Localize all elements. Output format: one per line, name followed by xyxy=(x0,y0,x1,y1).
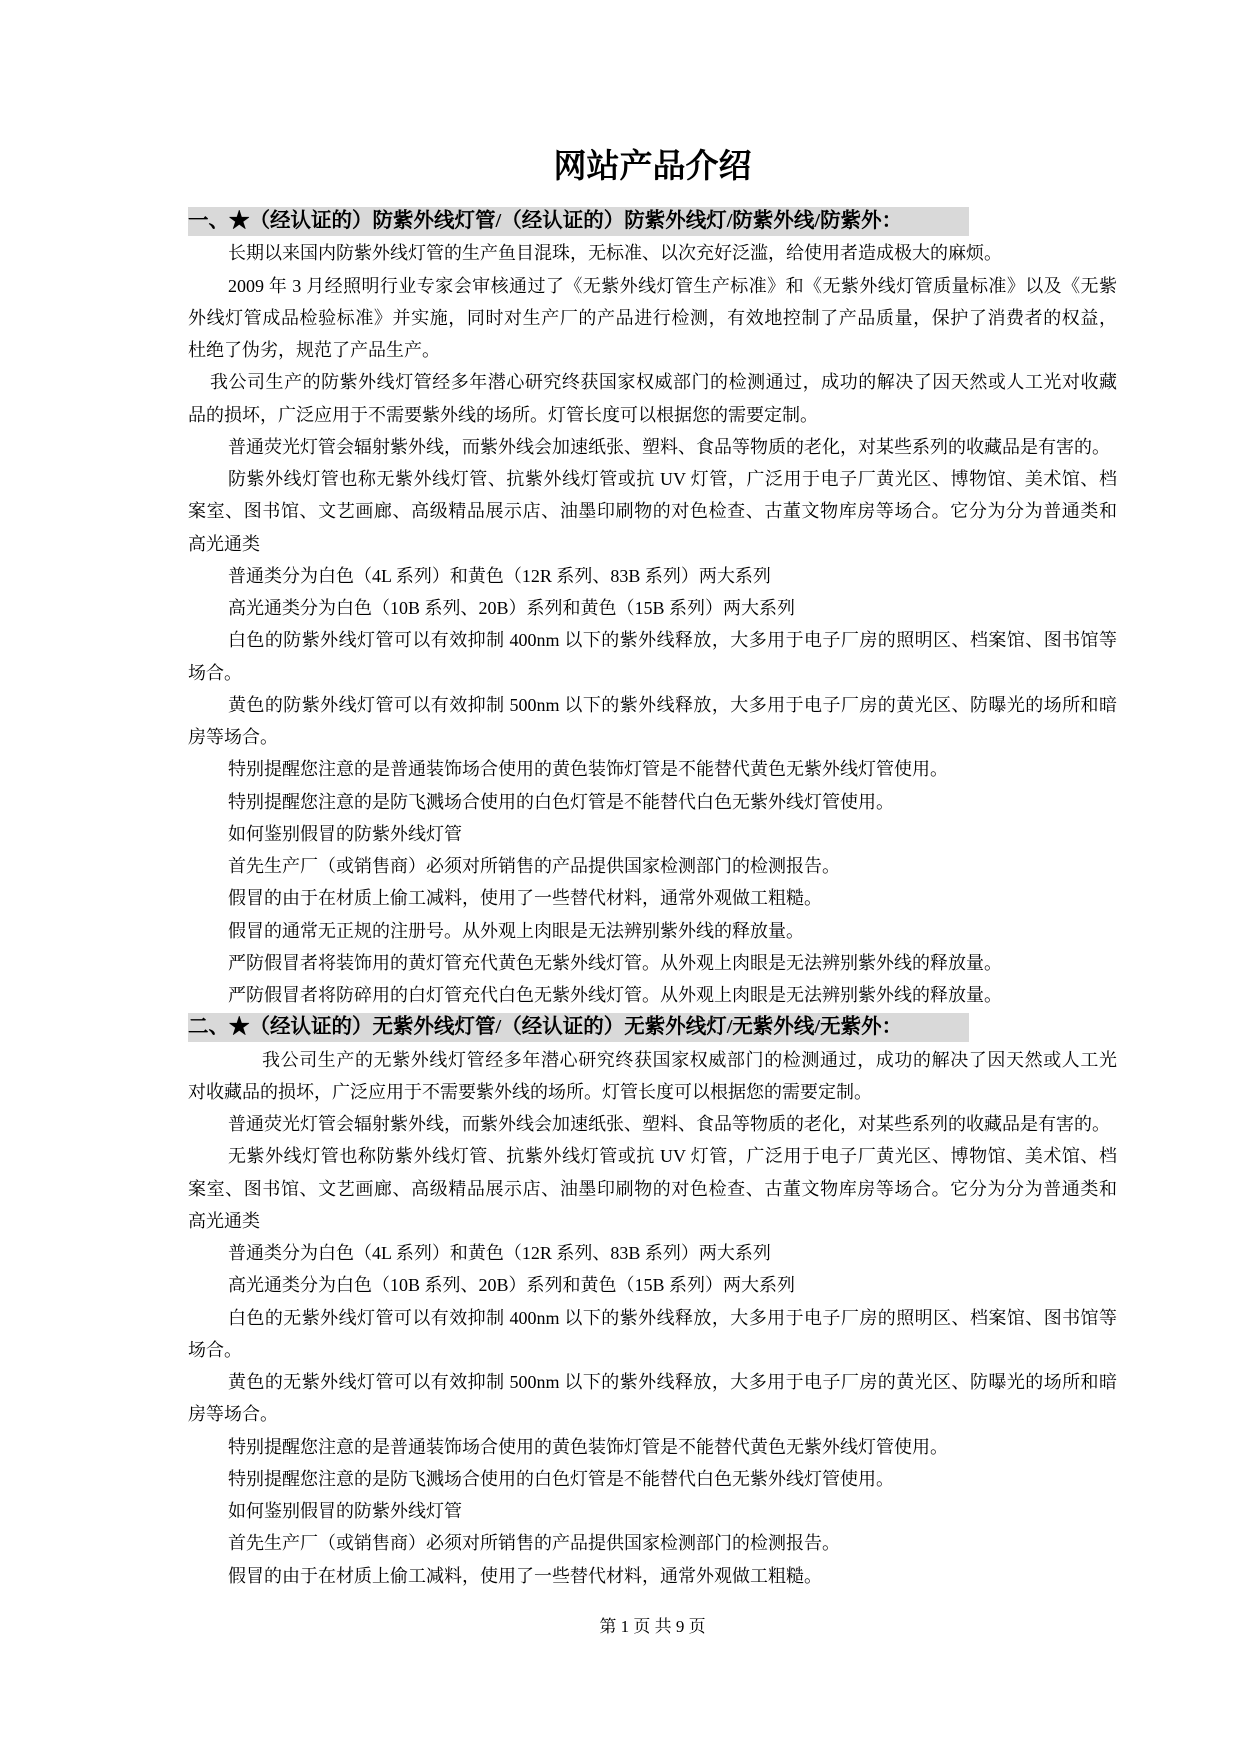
paragraph xyxy=(188,915,1117,947)
text-line: 黄色的无紫外线灯管可以有效抑制 500nm 以下的紫外线释放，大多用于电子厂房的黄光区、防曝光的场所和暗 xyxy=(228,1372,1117,1392)
paragraph xyxy=(188,624,1117,689)
paragraph xyxy=(188,463,1117,560)
text-line: 场合。 xyxy=(188,662,242,683)
text-line: 普通类分为白色（4L 系列）和黄色（12R 系列、83B 系列）两大系列 xyxy=(228,1243,771,1263)
paragraph xyxy=(188,1463,1117,1495)
section-heading-text: 二、★（经认证的）无紫外线灯管/（经认证的）无紫外线灯/无紫外线/无紫外： xyxy=(188,1013,969,1042)
text-line: 严防假冒者将装饰用的黄灯管充代黄色无紫外线灯管。从外观上肉眼是无法辨别紫外线的释放量。 xyxy=(228,952,1002,973)
text-line: 外线灯管成品检验标准》并实施，同时对生产厂的产品进行检测，有效地控制了产品质量，保护了消费者的权益， xyxy=(188,307,1117,328)
paragraph xyxy=(188,689,1117,754)
section-heading-text: 一、★（经认证的）防紫外线灯管/（经认证的）防紫外线灯/防紫外线/防紫外： xyxy=(188,207,969,236)
text-line: 普通荧光灯管会辐射紫外线，而紫外线会加速纸张、塑料、食品等物质的老化，对某些系列的收藏品是有害的。 xyxy=(228,1114,1110,1134)
text-line: 假冒的通常无正规的注册号。从外观上肉眼是无法辨别紫外线的释放量。 xyxy=(228,920,804,941)
text-line: 防紫外线灯管也称无紫外线灯管、抗紫外线灯管或抗 UV 灯管，广泛用于电子厂黄光区、博物馆、美术馆、档 xyxy=(228,469,1117,489)
paragraph xyxy=(188,850,1117,882)
text-line: 白色的无紫外线灯管可以有效抑制 400nm 以下的紫外线释放，大多用于电子厂房的照明区、档案馆、图书馆等 xyxy=(228,1307,1117,1328)
text-line: 特别提醒您注意的是防飞溅场合使用的白色灯管是不能替代白色无紫外线灯管使用。 xyxy=(228,791,894,812)
section-uv-blocking-tubes xyxy=(188,205,1117,1011)
paragraph xyxy=(188,1560,1117,1592)
text-line: 对收藏品的损坏，广泛应用于不需要紫外线的场所。灯管长度可以根据您的需要定制。 xyxy=(188,1081,872,1102)
paragraph xyxy=(188,947,1117,979)
text-line: 普通类分为白色（4L 系列）和黄色（12R 系列、83B 系列）两大系列 xyxy=(228,565,771,586)
text-line: 白色的防紫外线灯管可以有效抑制 400nm 以下的紫外线释放，大多用于电子厂房的照明区、档案馆、图书馆等 xyxy=(228,630,1117,651)
text-line: 假冒的由于在材质上偷工减料，使用了一些替代材料，通常外观做工粗糙。 xyxy=(228,1565,822,1586)
text-line: 场合。 xyxy=(188,1339,242,1360)
section-heading xyxy=(188,205,1117,237)
text-line: 普通荧光灯管会辐射紫外线，而紫外线会加速纸张、塑料、食品等物质的老化，对某些系列的收藏品是有害的。 xyxy=(228,436,1110,457)
text-line: 长期以来国内防紫外线灯管的生产鱼目混珠，无标准、以次充好泛滥，给使用者造成极大的麻烦。 xyxy=(228,243,1002,264)
text-line: 高光通类分为白色（10B 系列、20B）系列和黄色（15B 系列）两大系列 xyxy=(228,1275,796,1296)
document-body xyxy=(188,205,1117,1592)
text-line: 案室、图书馆、文艺画廊、高级精品展示店、油墨印刷物的对色检查、古董文物库房等场合。它分为分为普通类和 xyxy=(188,501,1117,522)
text-line: 高光通类 xyxy=(188,533,260,554)
text-line: 品的损坏，广泛应用于不需要紫外线的场所。灯管长度可以根据您的需要定制。 xyxy=(188,404,818,425)
text-line: 特别提醒您注意的是防飞溅场合使用的白色灯管是不能替代白色无紫外线灯管使用。 xyxy=(228,1468,894,1489)
text-line: 案室、图书馆、文艺画廊、高级精品展示店、油墨印刷物的对色检查、古董文物库房等场合。它分为分为普通类和 xyxy=(188,1178,1117,1199)
section-uv-free-tubes xyxy=(188,1011,1117,1592)
text-line: 房等场合。 xyxy=(188,727,278,747)
paragraph xyxy=(188,1302,1117,1367)
page-title: 网站产品介绍 xyxy=(553,149,752,185)
text-line: 我公司生产的无紫外线灯管经多年潜心研究终获国家权威部门的检测通过，成功的解决了因天然或人工光 xyxy=(262,1049,1117,1070)
text-line: 首先生产厂（或销售商）必须对所销售的产品提供国家检测部门的检测报告。 xyxy=(228,1533,840,1554)
paragraph xyxy=(188,753,1117,785)
text-line: 高光通类 xyxy=(188,1210,260,1231)
text-line: 2009 年 3 月经照明行业专家会审核通过了《无紫外线灯管生产标准》和《无紫外线灯管质量标准》以及《无紫 xyxy=(228,275,1117,296)
text-line: 房等场合。 xyxy=(188,1404,278,1425)
paragraph xyxy=(188,882,1117,914)
text-line: 如何鉴别假冒的防紫外线灯管 xyxy=(228,823,462,844)
paragraph xyxy=(188,1044,1117,1109)
paragraph xyxy=(188,1140,1117,1237)
text-line: 严防假冒者将防碎用的白灯管充代白色无紫外线灯管。从外观上肉眼是无法辨别紫外线的释放量。 xyxy=(228,985,1002,1005)
paragraph xyxy=(188,979,1117,1011)
paragraph xyxy=(188,431,1117,463)
paragraph xyxy=(188,818,1117,850)
paragraph xyxy=(188,1269,1117,1301)
text-line: 首先生产厂（或销售商）必须对所销售的产品提供国家检测部门的检测报告。 xyxy=(228,856,840,876)
text-line: 无紫外线灯管也称防紫外线灯管、抗紫外线灯管或抗 UV 灯管，广泛用于电子厂黄光区、博物馆、美术馆、档 xyxy=(228,1146,1117,1167)
paragraph xyxy=(188,1237,1117,1269)
page-number-footer: 第 1 页 共 9 页 xyxy=(599,1617,706,1636)
paragraph xyxy=(188,237,1117,269)
text-line: 特别提醒您注意的是普通装饰场合使用的黄色装饰灯管是不能替代黄色无紫外线灯管使用。 xyxy=(228,759,948,780)
text-line: 特别提醒您注意的是普通装饰场合使用的黄色装饰灯管是不能替代黄色无紫外线灯管使用。 xyxy=(228,1436,948,1457)
paragraph xyxy=(188,1527,1117,1559)
text-line: 我公司生产的防紫外线灯管经多年潜心研究终获国家权威部门的检测通过，成功的解决了因天然或人工光对收藏 xyxy=(210,372,1117,393)
paragraph xyxy=(188,786,1117,818)
text-line: 杜绝了伪劣，规范了产品生产。 xyxy=(188,340,440,360)
paragraph xyxy=(188,592,1117,624)
section-heading xyxy=(188,1011,1117,1043)
paragraph xyxy=(188,1431,1117,1463)
text-line: 如何鉴别假冒的防紫外线灯管 xyxy=(228,1501,462,1521)
paragraph xyxy=(188,270,1117,367)
paragraph xyxy=(188,366,1117,431)
paragraph xyxy=(188,1495,1117,1527)
paragraph xyxy=(188,1366,1117,1431)
text-line: 假冒的由于在材质上偷工减料，使用了一些替代材料，通常外观做工粗糙。 xyxy=(228,888,822,909)
text-line: 黄色的防紫外线灯管可以有效抑制 500nm 以下的紫外线释放，大多用于电子厂房的黄光区、防曝光的场所和暗 xyxy=(228,694,1117,715)
paragraph xyxy=(188,1108,1117,1140)
paragraph xyxy=(188,560,1117,592)
text-line: 高光通类分为白色（10B 系列、20B）系列和黄色（15B 系列）两大系列 xyxy=(228,598,796,618)
